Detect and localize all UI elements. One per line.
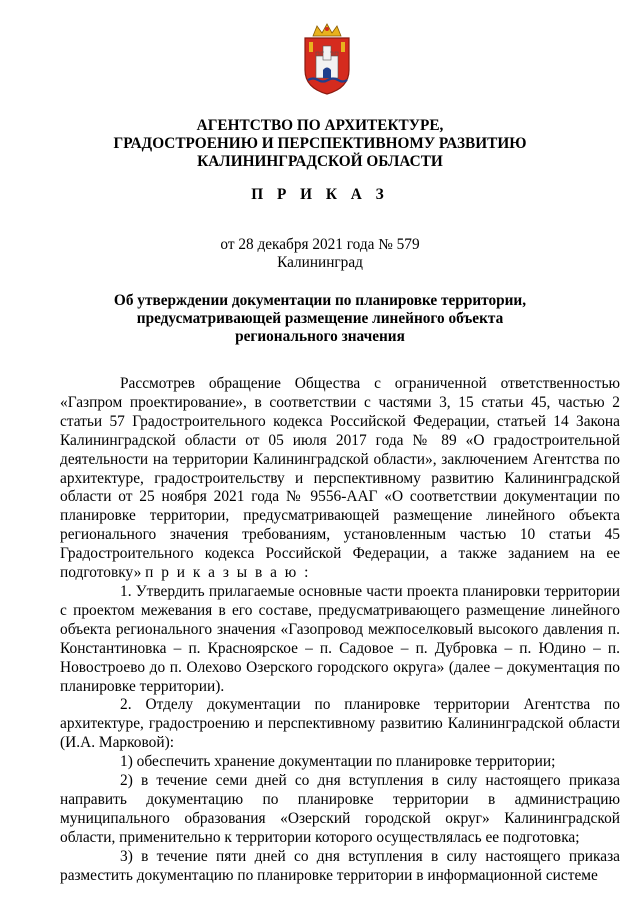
order-subject: [100, 292, 540, 346]
coat-of-arms-emblem: [299, 22, 355, 96]
preamble-text: Рассмотрев обращение Общества с ограниченной ответственностью «Газпром проектирование», в соответствии с частями 3, 15 статьи 45, частью 2 статьи 57 Градостроительного кодекса Российской Федерации, статьей 14 Закона Калининградской области от 05 июля 2017 года № 89 «О градостроительной деятельности на территории Калининградской области», заключением Агентства по архитектуре, градостроительству и перспективному развитию Калининградской области от 25 ноября 2021 года № 9556-ААГ «О соответствии документации по планировке территории, предусматривающей размещение линейного объекта регионального значения требованиям, установленным частью 10 статьи 45 Градостроительного кодекса Российской Федерации, а также заданием на ее подготовку»: [60, 375, 620, 582]
document-type-title: П Р И К А З: [251, 186, 389, 203]
subject-line-2: предусматривающей размещение линейного объекта: [136, 310, 504, 327]
subject-line-1: Об утверждении документации по планировке территории,: [113, 292, 527, 309]
order-date-number: от 28 декабря 2021 года № 579: [220, 236, 420, 253]
date-block: [0, 236, 640, 272]
org-line-2: ГРАДОСТРОЕНИЮ И ПЕРСПЕКТИВНОМУ РАЗВИТИЮ: [113, 135, 527, 152]
document-body: [60, 375, 620, 885]
org-line-3: КАЛИНИНГРАДСКОЙ ОБЛАСТИ: [197, 153, 443, 170]
organization-name: [60, 117, 580, 171]
item-2-paragraph: 2. Отделу документации по планировке территории Агентства по архитектуре, градостроению и перспективному развитию Калининградской области (И.А. Марковой):: [60, 696, 620, 752]
item-2-1-paragraph: 1) обеспечить хранение документации по планировке территории;: [120, 753, 556, 771]
order-keyword: п р и к а з ы в а ю :: [145, 564, 311, 582]
item-2-3-paragraph: 3) в течение пяти дней со дня вступления в силу настоящего приказа разместить документацию по планировке территории в информационной системе: [60, 847, 620, 884]
city-name: Калининград: [277, 254, 363, 271]
item-1-paragraph: 1. Утвердить прилагаемые основные части проекта планировки территории с проектом межевания в его составе, предусматривающего размещение линейного объекта регионального значения «Газопровод межпоселковый высокого давления п. Константиновка – п. Красноярское – п. Садовое – п. Дубровка – п. Юдино – п. Новостроево до п. Олехово Озерского городского округа» (далее – документация по планировке территории).: [60, 582, 620, 695]
item-2-2-paragraph: 2) в течение семи дней со дня вступления в силу настоящего приказа направить документацию по планировке территории в администрацию муниципального образования «Озерский городской округ» Калининградской области, применительно к территории которого осуществлялась ее подготовка;: [60, 772, 620, 846]
subject-line-3: регионального значения: [235, 328, 405, 345]
org-line-1: АГЕНТСТВО ПО АРХИТЕКТУРЕ,: [196, 117, 444, 134]
preamble-paragraph: [60, 375, 620, 583]
